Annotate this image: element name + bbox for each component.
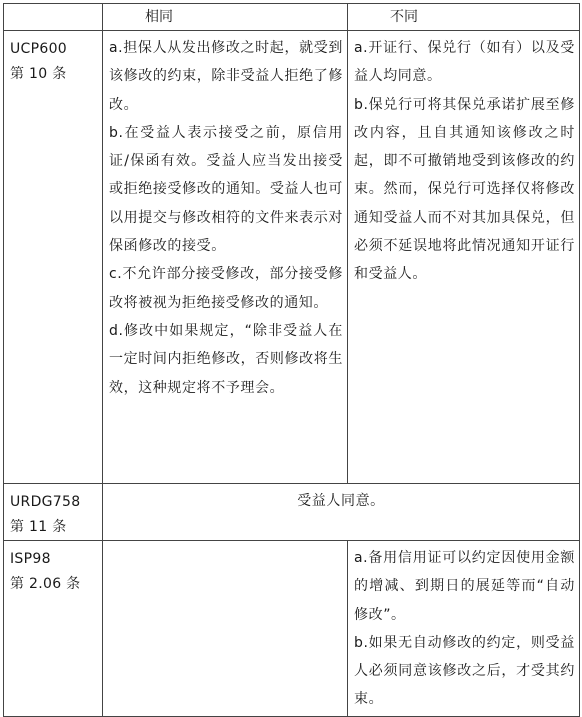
rule-article: 第 10 条 [10,66,67,82]
header-same-cell [103,4,348,31]
rule-name: UCP600 [10,41,67,57]
comparison-table [3,3,580,717]
diff-item: b.如果无自动修改的约定，则受益人必须同意该修改之后，才受其约束。 [354,634,575,708]
diff-cell [348,541,580,717]
rule-name: ISP98 [10,551,51,567]
table-row [4,484,580,541]
header-diff-cell [348,4,580,31]
same-item: d.修改中如果规定，“除非受益人在一定时间内拒绝修改，否则修改将生效，这种规定将不予理会。 [109,322,343,396]
rule-article: 第 11 条 [10,519,67,535]
rule-cell [4,31,103,484]
same-cell [103,541,348,717]
header-same-label: 相同 [145,9,173,25]
diff-cell [348,31,580,484]
same-item: c.不允许部分接受修改，部分接受修改将被视为拒绝接受修改的通知。 [109,266,343,311]
table-row [4,31,580,484]
rule-cell [4,541,103,717]
rule-cell [4,484,103,541]
diff-item: a.开证行、保兑行（如有）以及受益人均同意。 [354,40,575,85]
rule-article: 第 2.06 条 [10,576,81,592]
header-diff-label: 不同 [390,9,418,25]
merged-text: 受益人同意。 [297,493,385,509]
header-rule-cell [4,4,103,31]
diff-item: a.备用信用证可以约定因使用金额的增减、到期日的展延等而“自动修改”。 [354,550,575,623]
same-cell [103,31,348,484]
rule-name: URDG758 [10,494,81,510]
merged-cell [103,484,580,541]
same-item: b.在受益人表示接受之前，原信用证/保函有效。受益人应当发出接受或拒绝接受修改的通知。受益人也可以用提交与修改相符的文件来表示对保函修改的接受。 [109,124,343,255]
table-header-row [4,4,580,31]
same-item: a.担保人从发出修改之时起，就受到该修改的约束，除非受益人拒绝了修改。 [109,40,343,113]
table-row [4,541,580,717]
diff-item: b.保兑行可将其保兑承诺扩展至修改内容，且自其通知该修改之时起，即不可撤销地受到该修改的约束。然而，保兑行可选择仅将修改通知受益人而不对其加具保兑，但必须不延误地将此情况通知开证行和受益人。 [354,96,575,283]
